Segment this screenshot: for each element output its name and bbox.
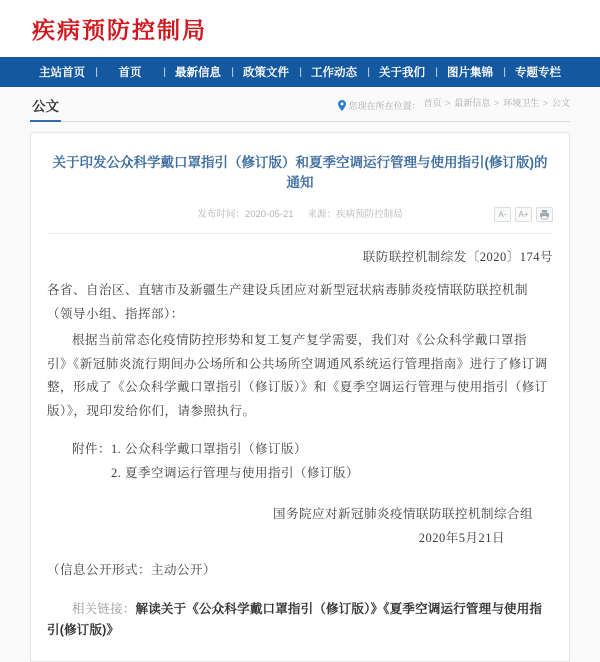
main-nav xyxy=(0,57,600,87)
source-value: 疾病预防控制局 xyxy=(336,208,403,220)
nav-link[interactable]: 关于我们 xyxy=(379,67,425,79)
nav-separator: | xyxy=(163,66,166,78)
nav-item[interactable] xyxy=(368,57,436,87)
disclosure-note: （信息公开形式：主动公开） xyxy=(47,562,217,577)
breadcrumb-segment xyxy=(552,96,570,109)
nav-item[interactable] xyxy=(164,57,232,87)
article-meta-row xyxy=(47,206,553,223)
article-container xyxy=(30,132,570,662)
publish-time-label: 发布时间： xyxy=(197,208,245,220)
breadcrumb-segment xyxy=(424,96,452,109)
document-number: 联防联控机制综发〔2020〕174号 xyxy=(362,249,553,264)
location-pin-icon xyxy=(338,100,346,111)
nav-separator: | xyxy=(95,66,98,78)
article-title: 关于印发公众科学戴口罩指引（修订版）和夏季空调运行管理与使用指引(修订版)的通知 xyxy=(52,155,548,191)
font-decrease-button[interactable]: A- xyxy=(494,207,511,222)
publish-time-value: 2020-05-21 xyxy=(244,208,294,220)
section-title: 公文 xyxy=(30,95,61,122)
print-button[interactable] xyxy=(536,207,553,222)
print-icon xyxy=(540,210,549,219)
nav-link[interactable]: 最新信息 xyxy=(175,67,221,79)
breadcrumb-separator: > xyxy=(493,98,500,108)
nav-item[interactable] xyxy=(28,57,96,87)
meta-divider xyxy=(47,233,553,234)
nav-link[interactable]: 首页 xyxy=(118,67,142,79)
nav-link[interactable]: 图片集锦 xyxy=(447,67,493,79)
nav-separator: | xyxy=(367,66,370,78)
breadcrumb xyxy=(338,96,570,121)
nav-item[interactable] xyxy=(436,57,504,87)
breadcrumb-path xyxy=(424,96,570,115)
breadcrumb-link[interactable]: 最新信息 xyxy=(454,98,491,108)
nav-link[interactable]: 工作动态 xyxy=(311,67,357,79)
nav-item[interactable] xyxy=(96,57,164,87)
breadcrumb-separator: > xyxy=(445,98,451,108)
nav-separator: | xyxy=(435,66,438,78)
nav-link[interactable]: 主站首页 xyxy=(39,67,85,79)
document-body-paragraph: 根据当前常态化疫情防控形势和复工复产复学需要，我们对《公众科学戴口罩指引》《新冠肺炎流行期间办公场所和公共场所空调通风系统运行管理指南》进行了修订调整，形成了《公众科学戴口罩指引（修订版）》和《夏季空调运行管理与使用指引（修订版）》，现印发给你们，请参照执行。 xyxy=(47,332,548,418)
attachment-item: 2. 夏季空调运行管理与使用指引（修订版） xyxy=(111,465,360,480)
nav-item[interactable] xyxy=(232,57,300,87)
official-document xyxy=(47,246,553,642)
breadcrumb-segment xyxy=(454,96,500,109)
breadcrumb-separator: > xyxy=(542,98,548,108)
breadcrumb-segment xyxy=(503,96,549,109)
attachments-list xyxy=(111,438,359,486)
nav-separator: | xyxy=(503,66,506,78)
site-logo[interactable]: 疾病预防控制局 xyxy=(32,17,207,43)
document-issuer: 国务院应对新冠肺炎疫情联防联控机制综合组 xyxy=(272,507,533,522)
document-salutation: 各省、自治区、直辖市及新疆生产建设兵团应对新型冠状病毒肺炎疫情联防联控机制（领导小组、指挥部）： xyxy=(47,283,529,321)
nav-separator: | xyxy=(231,66,234,78)
nav-link[interactable]: 政策文件 xyxy=(243,67,289,79)
breadcrumb-location-label: 您现在所在位置： xyxy=(348,101,421,111)
nav-item[interactable] xyxy=(504,57,572,87)
related-link[interactable]: 解读关于《公众科学戴口罩指引（修订版）》《夏季空调运行管理与使用指引(修订版)》 xyxy=(47,601,543,637)
breadcrumb-link[interactable]: 环境卫生 xyxy=(503,98,540,108)
nav-item[interactable] xyxy=(300,57,368,87)
attachments-label: 附件： xyxy=(72,441,112,456)
article-tools xyxy=(494,207,553,222)
related-links-label: 相关链接： xyxy=(72,601,136,616)
font-increase-button[interactable]: A+ xyxy=(515,207,532,222)
nav-link[interactable]: 专题专栏 xyxy=(515,67,561,79)
attachments-block xyxy=(72,438,553,486)
attachment-item: 1. 公众科学戴口罩指引（修订版） xyxy=(111,441,308,456)
breadcrumb-link[interactable]: 公文 xyxy=(551,98,570,108)
nav-list xyxy=(0,57,600,87)
document-issue-date: 2020年5月21日 xyxy=(418,531,505,545)
nav-separator: | xyxy=(299,66,302,78)
site-header xyxy=(0,0,600,57)
related-links-row xyxy=(47,599,553,642)
breadcrumb-link[interactable]: 首页 xyxy=(423,98,442,108)
source-label: 来源： xyxy=(307,208,337,220)
breadcrumb-row xyxy=(30,95,570,122)
